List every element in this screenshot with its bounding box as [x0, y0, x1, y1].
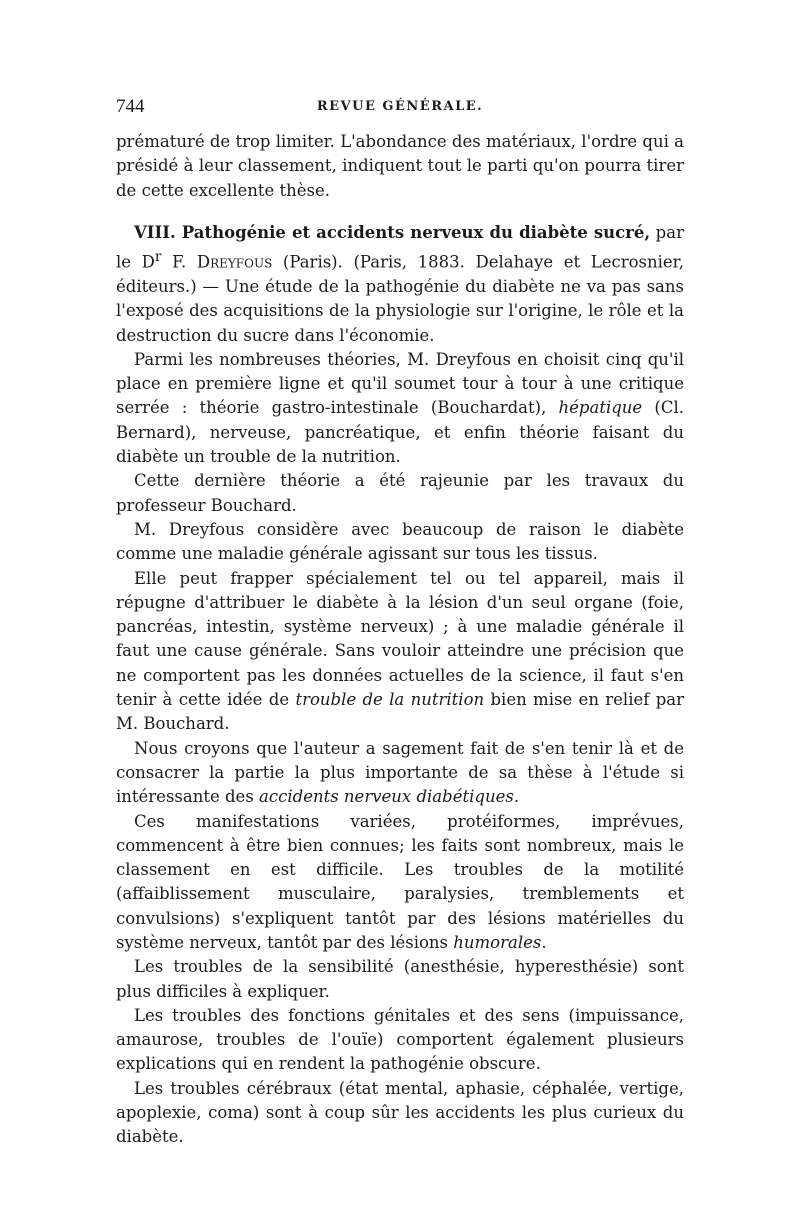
- byline-superscript: r: [154, 249, 162, 266]
- paragraph-text: Elle peut frapper spécialement tel ou tel appareil, mais il répugne d'attribuer le diabète à la lésion d'un seul organe (foie, pancréas, intestin, système nerveux) ; à une maladie générale il faut une cause générale. Sans vouloir atteindre une précision que ne comportent pas les données actuelles de la science, il faut s'en tenir à cette idée de: [116, 568, 684, 710]
- paragraph-text: .: [513, 787, 520, 807]
- paragraph-sensibilite: Les troubles de la sensibilité (anesthésie, hyperesthésie) sont plus difficiles à expliquer.: [116, 957, 684, 1001]
- paragraph-maladie-generale: M. Dreyfous considère avec beaucoup de raison le diabète comme une maladie générale agissant sur tous les tissus.: [116, 519, 684, 564]
- italic-term: humorales: [453, 933, 542, 952]
- paragraph-text: bien mise en relief par M. Bouchard.: [116, 690, 684, 734]
- paragraph-text: .: [541, 933, 547, 952]
- running-head: [116, 96, 684, 126]
- paragraph-accidents-nerveux: [116, 737, 684, 810]
- paragraph-section-viii: [116, 221, 684, 348]
- paragraph-continuation: prématuré de trop limiter. L'abondance des matériaux, l'ordre qui a présidé à leur classement, indiquent tout le parti qu'on pourra tirer de cette excellente thèse.: [116, 132, 684, 200]
- author-initial: F.: [161, 252, 197, 272]
- author-name: Dreyfous: [196, 252, 273, 272]
- paragraph-text: Nous croyons que l'auteur a sagement fait de s'en tenir là et de consacrer la partie la plus importante de sa thèse à l'étude si intéressante des: [116, 738, 684, 807]
- paragraph-theories: [116, 348, 684, 469]
- italic-term: hépatique: [558, 398, 643, 418]
- paragraph-text: (Cl. Bernard), nerveuse, pancréatique, et enfin théorie faisant du diabète un trouble de la nutrition.: [116, 398, 684, 467]
- byline-prefix: par le D: [116, 222, 684, 272]
- paragraph-appareil: [116, 567, 684, 737]
- paragraph-text: Parmi les nombreuses théories, M. Dreyfous en choisit cinq qu'il place en première ligne et qu'il soumet tour à tour à une critique serrée : théorie gastro-intestinale (Bouchardat),: [116, 349, 684, 418]
- page: [116, 96, 684, 1150]
- paragraph-troubles-cerebraux: Les troubles cérébraux (état mental, aphasie, céphalée, vertige, apoplexie, coma) sont à coup sûr les accidents les plus curieux du diabète.: [116, 1078, 684, 1147]
- paragraph-text: Ces manifestations variées, protéiformes, imprévues, commencent à être bien connues; les faits sont nombreux, mais le classement en est difficile. Les troubles de la motilité (affaiblissement musculaire, paralysies, tremblements et convulsions) s'expliquent tantôt par des lésions matérielles du système nerveux, tantôt par des lésions: [116, 811, 684, 952]
- italic-term: trouble de la nutrition: [295, 690, 485, 710]
- paragraph-manifestations: [116, 810, 684, 956]
- section-intro-text: (Paris). (Paris, 1883. Delahaye et Lecrosnier, éditeurs.) — Une étude de la pathogénie du diabète ne va pas sans l'exposé des acquisitions de la physiologie sur l'origine, le rôle et la destruction du sucre dans l'économie.: [116, 252, 684, 345]
- journal-title: REVUE GÉNÉRALE.: [316, 99, 484, 114]
- article-body: [116, 130, 684, 1150]
- paragraph-fonctions-genitales: Les troubles des fonctions génitales et des sens (impuissance, amaurose, troubles de l'ouïe) comportent également plusieurs explications qui en rendent la pathogénie obscure.: [116, 1005, 684, 1074]
- section-title: VIII. Pathogénie et accidents nerveux du diabète sucré,: [134, 222, 651, 242]
- page-number: 744: [116, 96, 145, 117]
- paragraph-bouchard: Cette dernière théorie a été rajeunie par les travaux du professeur Bouchard.: [116, 471, 684, 515]
- italic-term: accidents nerveux diabétiques: [259, 787, 514, 807]
